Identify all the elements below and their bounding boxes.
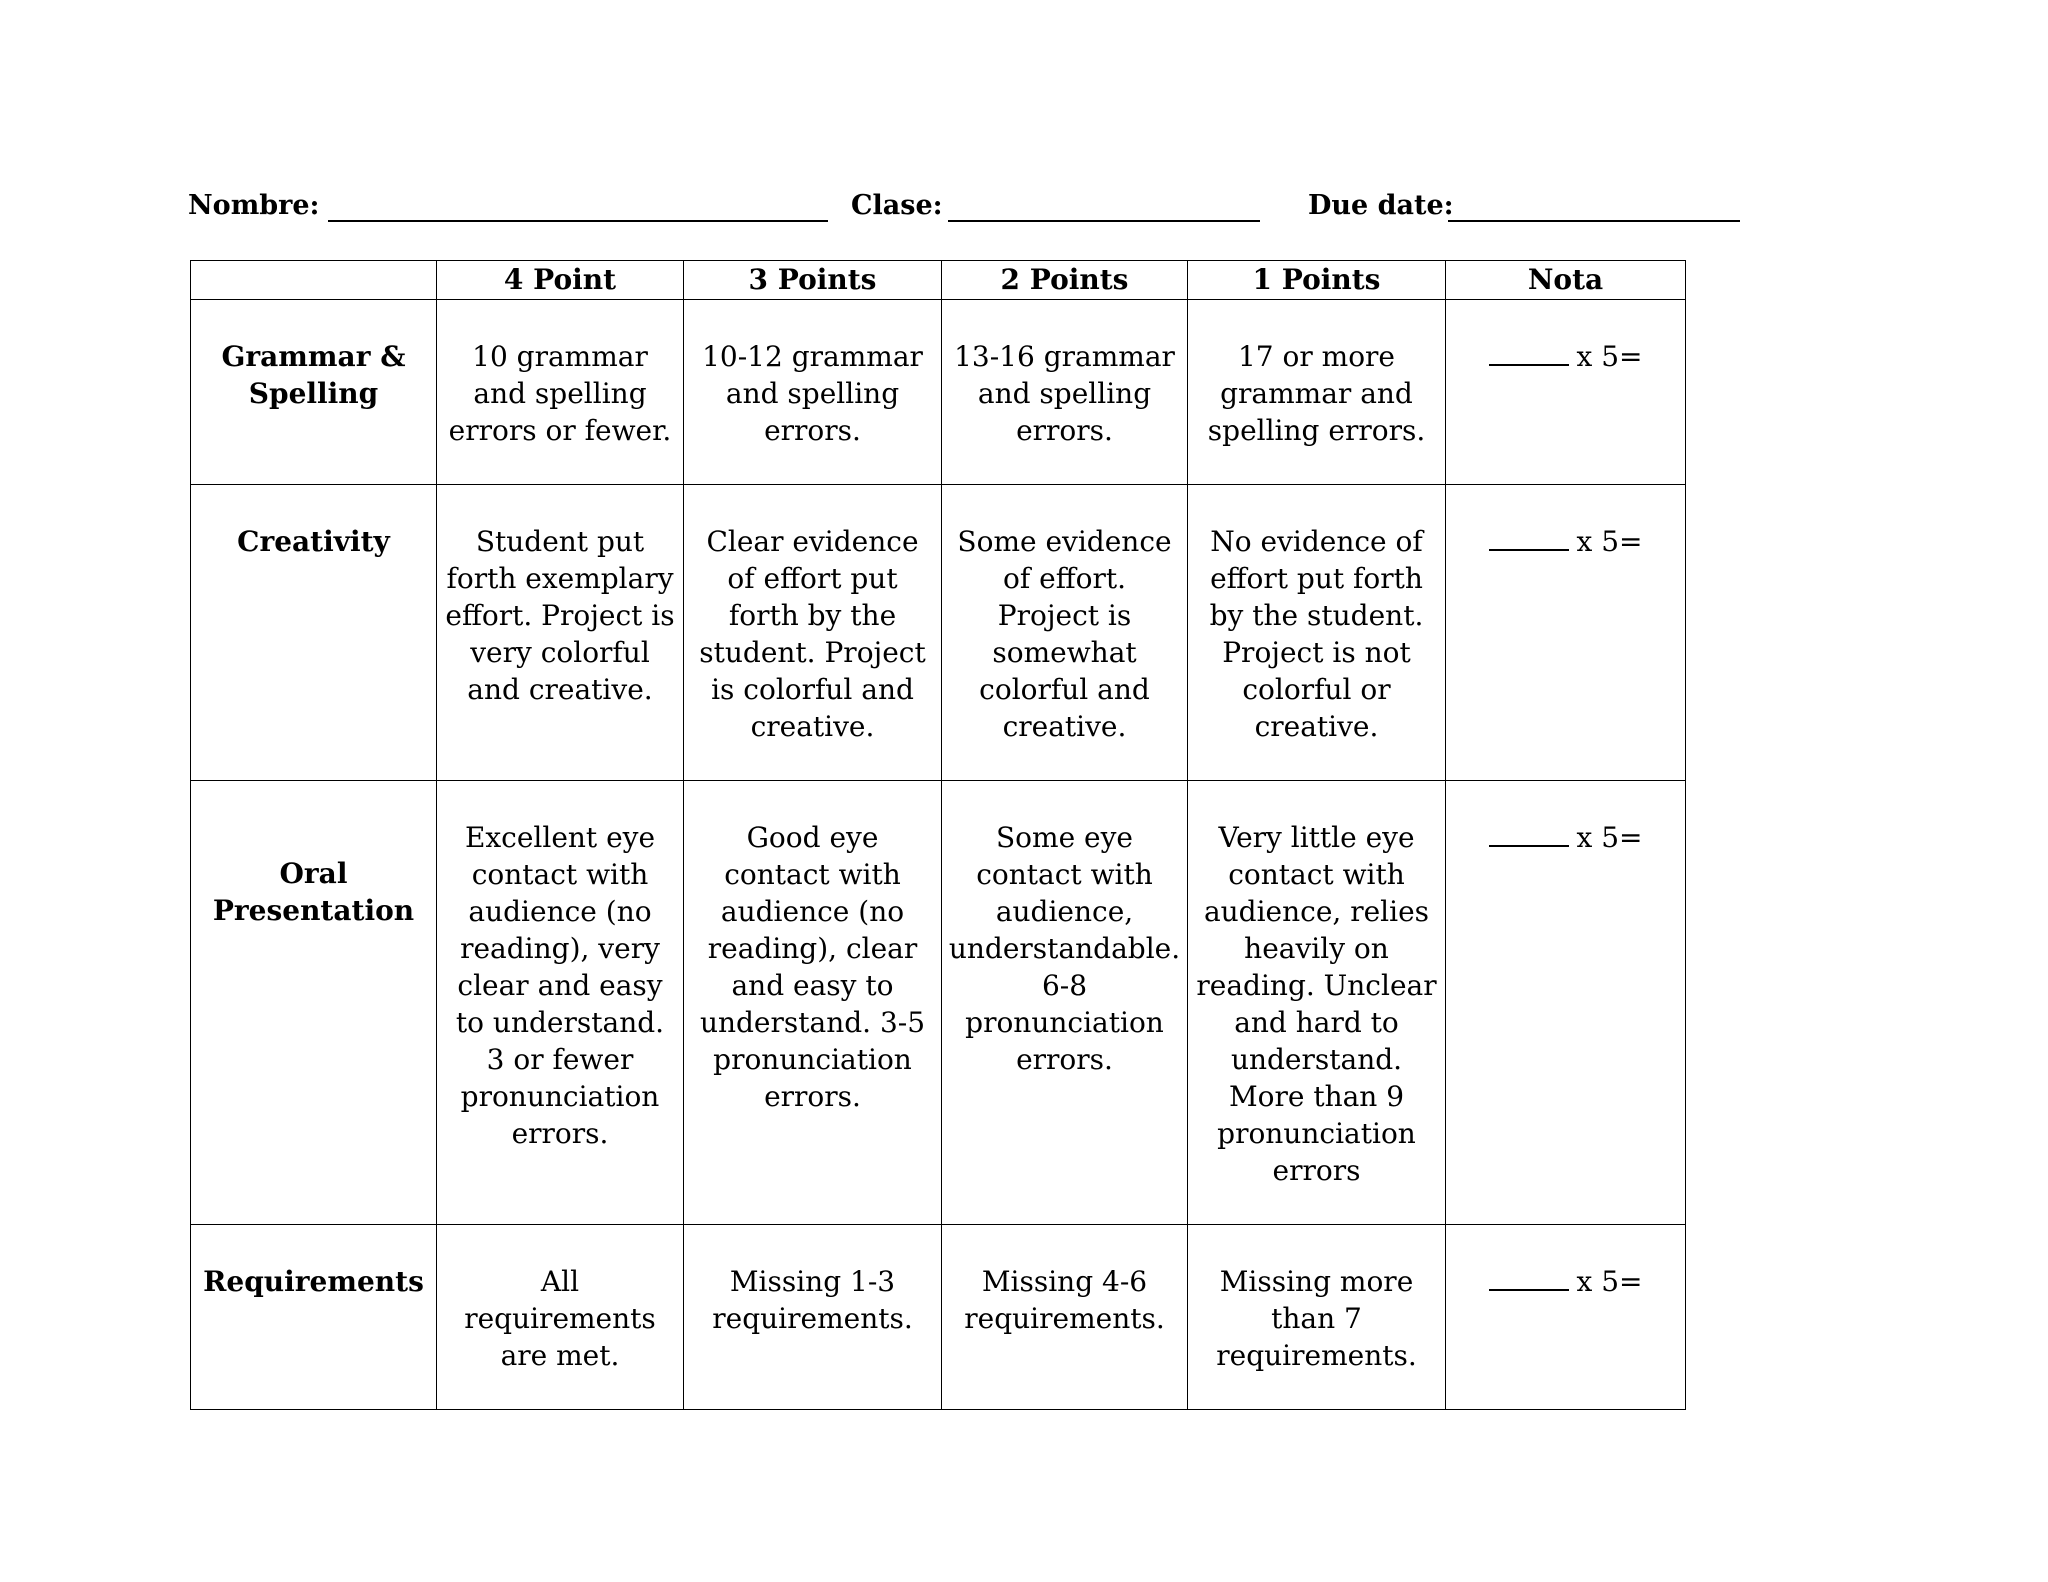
score-blank[interactable]	[1489, 338, 1569, 366]
name-field[interactable]	[328, 220, 828, 222]
student-info-header	[188, 188, 1748, 224]
rubric-row-grammar	[191, 300, 1686, 485]
criterion-label: Requirements	[203, 1265, 424, 1298]
column-header-3-points: 3 Points	[684, 261, 942, 300]
rubric-row-oral-presentation	[191, 781, 1686, 1225]
name-label: Nombre:	[188, 190, 320, 221]
rubric-cell: Missing more than 7 requirements.	[1188, 1225, 1446, 1410]
rubric-cell: Some evidence of effort. Project is somewhat colorful and creative.	[942, 485, 1188, 781]
column-header-nota: Nota	[1446, 261, 1686, 300]
due-date-label: Due date:	[1308, 190, 1454, 221]
criterion-requirements	[191, 1225, 437, 1410]
score-blank[interactable]	[1489, 523, 1569, 551]
score-cell	[1446, 781, 1686, 1225]
rubric-cell: All requirements are met.	[437, 1225, 684, 1410]
rubric-cell: Clear evidence of effort put forth by the student. Project is colorful and creative.	[684, 485, 942, 781]
rubric-cell: Excellent eye contact with audience (no reading), very clear and easy to understand. 3 or fewer pronunciation errors.	[437, 781, 684, 1225]
rubric-cell: Good eye contact with audience (no reading), clear and easy to understand. 3-5 pronunciation errors.	[684, 781, 942, 1225]
criterion-label: Creativity	[237, 525, 390, 558]
multiplier-label: x 5=	[1576, 821, 1643, 854]
rubric-cell: Missing 1-3 requirements.	[684, 1225, 942, 1410]
criterion-creativity	[191, 485, 437, 781]
rubric-cell: Missing 4-6 requirements.	[942, 1225, 1188, 1410]
score-cell	[1446, 1225, 1686, 1410]
criterion-grammar-spelling	[191, 300, 437, 485]
rubric-cell: 10-12 grammar and spelling errors.	[684, 300, 942, 485]
score-cell	[1446, 485, 1686, 781]
multiplier-label: x 5=	[1576, 340, 1643, 373]
score-blank[interactable]	[1489, 819, 1569, 847]
rubric-row-requirements	[191, 1225, 1686, 1410]
column-header-criteria	[191, 261, 437, 300]
criterion-label: Oral Presentation	[212, 857, 415, 927]
score-cell	[1446, 300, 1686, 485]
score-blank[interactable]	[1489, 1263, 1569, 1291]
multiplier-label: x 5=	[1576, 525, 1643, 558]
criterion-oral-presentation	[191, 781, 437, 1225]
rubric-header-row	[191, 261, 1686, 300]
rubric-cell: Student put forth exemplary effort. Project is very colorful and creative.	[437, 485, 684, 781]
rubric-row-creativity	[191, 485, 1686, 781]
criterion-label: Grammar & Spelling	[221, 340, 406, 410]
column-header-4-points: 4 Point	[437, 261, 684, 300]
class-field[interactable]	[948, 220, 1260, 222]
rubric-table	[190, 260, 1686, 1410]
rubric-cell: No evidence of effort put forth by the student. Project is not colorful or creative.	[1188, 485, 1446, 781]
rubric-cell: Some eye contact with audience, understandable. 6-8 pronunciation errors.	[942, 781, 1188, 1225]
multiplier-label: x 5=	[1576, 1265, 1643, 1298]
column-header-2-points: 2 Points	[942, 261, 1188, 300]
class-label: Clase:	[851, 190, 943, 221]
column-header-1-points: 1 Points	[1188, 261, 1446, 300]
rubric-cell: Very little eye contact with audience, relies heavily on reading. Unclear and hard to understand. More than 9 pronunciation errors	[1188, 781, 1446, 1225]
due-date-field[interactable]	[1448, 220, 1740, 222]
rubric-cell: 13-16 grammar and spelling errors.	[942, 300, 1188, 485]
rubric-cell: 10 grammar and spelling errors or fewer.	[437, 300, 684, 485]
rubric-cell: 17 or more grammar and spelling errors.	[1188, 300, 1446, 485]
